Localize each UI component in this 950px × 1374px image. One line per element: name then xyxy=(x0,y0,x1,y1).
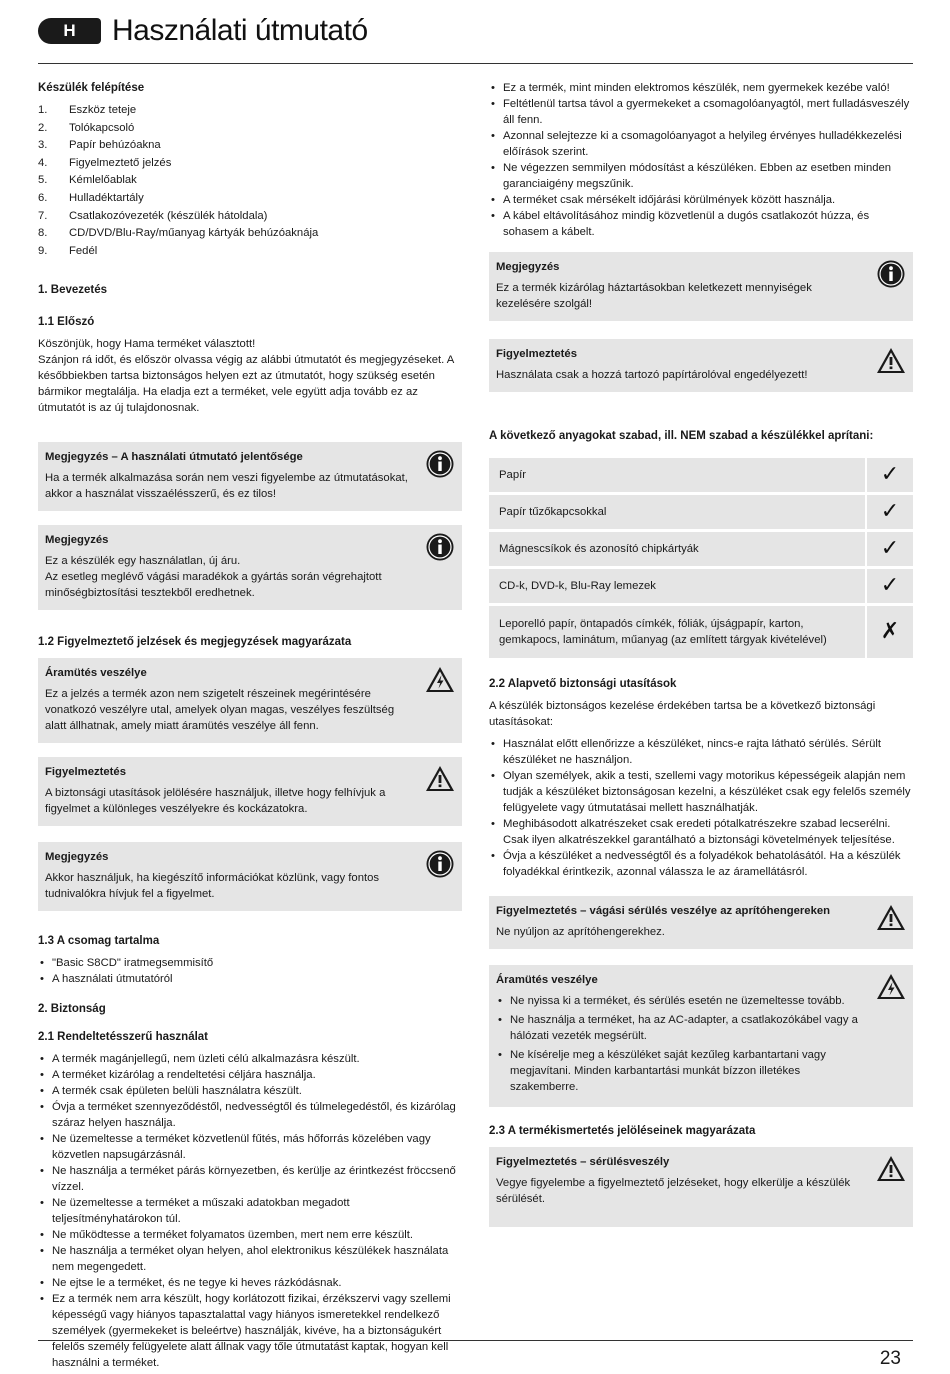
left-column xyxy=(38,80,462,1371)
shock-list xyxy=(496,993,869,1095)
allowed-check-icon: ✓ xyxy=(867,458,913,492)
note-title: Megjegyzés – A használati útmutató jelentősége xyxy=(45,451,303,464)
info-icon xyxy=(425,532,455,562)
material-name: Mágnescsíkok és azonosító chipkártyák xyxy=(489,532,865,566)
info-icon xyxy=(425,849,455,879)
language-badge: H xyxy=(38,18,101,44)
list-item: 3. Papír behúzóakna xyxy=(38,139,161,152)
list-item: • Óvja a terméket szennyeződéstől, nedvességtől és túlmelegedéstől, és kizárólag száraz helyen használja. xyxy=(38,1099,462,1131)
list-item: • Ne használja a terméket olyan helyen, ahol elektronikus készülékek használata nem megengedett. xyxy=(38,1243,462,1275)
note-title: Áramütés veszélye xyxy=(496,974,598,986)
list-item: • Feltétlenül tartsa távol a gyermekeket a csomagolóanyagtól, mert fulladásveszély áll fenn. xyxy=(489,96,913,128)
list-item: 7. Csatlakozóvezeték (készülék hátoldala) xyxy=(38,209,268,222)
list-item: • Ne működtesse a terméket folyamatos üzemben, mert nem erre készült. xyxy=(38,1227,462,1243)
note-title: Figyelmeztetés – vágási sérülés veszélye az aprítóhengereken xyxy=(496,905,831,917)
box-electric-shock-2 xyxy=(489,965,913,1107)
note-text: Használata csak a hozzá tartozó papírtárolóval engedélyezett! xyxy=(496,369,808,381)
box-warning xyxy=(38,757,462,826)
note-title: Áramütés veszélye xyxy=(45,667,147,680)
info-icon xyxy=(425,449,455,479)
list-item: • A használati útmutatóról xyxy=(38,971,462,987)
list-item: 5. Kémlelőablak xyxy=(38,174,137,187)
list-item: 4. Figyelmeztető jelzés xyxy=(38,156,172,169)
list-item: • Olyan személyek, akik a testi, szellemi vagy motorikus képességeik alapján nem tudják a készüléket biztonságosan kezelni, a készüléket csak egy felelős személy felügyelete vagy útmutatásai mellett használhatják. xyxy=(489,768,913,816)
allowed-check-icon: ✓ xyxy=(867,569,913,603)
note-title: Figyelmeztetés xyxy=(496,348,577,360)
note-text: Ne nyúljon az aprítóhengerekhez. xyxy=(496,926,665,938)
list-item: • A kábel eltávolításához mindig közvetlenül a dugós csatlakozót húzza, és sohasem a kábelt. xyxy=(489,208,913,240)
list-item: • Ne üzemeltesse a terméket a műszaki adatokban megadott teljesítményhatárokon túl. xyxy=(38,1195,462,1227)
list-item: • Ez a termék nem arra készült, hogy korlátozott fizikai, érzékszervi vagy szellemi képességű vagy hiányos tapasztalattal vagy hiányos ismeretekkel rendelkező személyek (gyermekeket is beleértve) használják, kivéve, ha a biztonságukért felelős személy felügyelete alatt állnak vagy tőle útmutatást kaptak, hogyan kell használni a terméket. xyxy=(38,1291,462,1371)
materials-title: A következő anyagokat szabad, ill. NEM szabad a készülékkel aprítani: xyxy=(489,430,874,442)
right-column xyxy=(489,80,913,1227)
section-1-title: 1. Bevezetés xyxy=(38,284,108,297)
safety-intro: A készülék biztonságos kezelése érdekében tartsa be a következő biztonsági utasításokat: xyxy=(489,700,876,728)
section-2-title: 2. Biztonság xyxy=(38,1003,106,1016)
box-paper-container-warning xyxy=(489,339,913,392)
page-number: 23 xyxy=(879,1348,901,1369)
note-text: Vegye figyelembe a figyelmeztető jelzéseket, hogy elkerülje a készülék sérülését. xyxy=(496,1177,851,1205)
list-item: • Használat előtt ellenőrizze a készüléket, nincs-e rajta látható sérülés. Sérült készüléket ne használjon. xyxy=(489,736,913,768)
material-name: Papír xyxy=(489,458,865,492)
list-item: • Ne használja a terméket párás környezetben, és kerülje az érintkezést fröccsenő vízzel. xyxy=(38,1163,462,1195)
general-safety-list xyxy=(489,80,913,240)
section-2-3-title: 2.3 A termékismertetés jelöléseinek magyarázata xyxy=(489,1125,756,1137)
electric-shock-warning-icon xyxy=(876,972,906,1002)
list-item: • Ez a termék, mint minden elektromos készülék, nem gyermekek kezébe való! xyxy=(489,80,913,96)
note-title: Figyelmeztetés – sérülésveszély xyxy=(496,1156,670,1168)
warning-icon xyxy=(876,346,906,376)
table-row xyxy=(489,606,913,658)
list-item: • Ne üzemeltesse a terméket közvetlenül fűtés, más hőforrás közelében vagy közvetlen napsugárzásnál. xyxy=(38,1131,462,1163)
info-icon xyxy=(876,259,906,289)
box-note xyxy=(38,842,462,911)
material-name: CD-k, DVD-k, Blu-Ray lemezek xyxy=(489,569,865,603)
parts-list xyxy=(38,102,462,260)
document-title: Használati útmutató xyxy=(112,14,368,47)
section-2-1-title: 2.1 Rendeltetésszerű használat xyxy=(38,1031,209,1044)
allowed-check-icon: ✓ xyxy=(867,495,913,529)
materials-table xyxy=(489,458,913,658)
note-box-new-product xyxy=(38,525,462,610)
warning-icon xyxy=(425,764,455,794)
allowed-check-icon: ✓ xyxy=(867,532,913,566)
material-name: Leporelló papír, öntapadós címkék, fóliák, újságpapír, karton, gemkapocs, laminátum, műanyag (az említett tárgyak kivételével) xyxy=(489,606,865,658)
note-text: Akkor használjuk, ha kiegészítő információkat közlünk, vagy fontos tudnivalókra hívjuk fel a figyelmet. xyxy=(45,872,380,901)
warning-icon xyxy=(876,903,906,933)
material-name: Papír tűzőkapcsokkal xyxy=(489,495,865,529)
list-item: 9. Fedél xyxy=(38,244,98,257)
electric-shock-warning-icon xyxy=(425,665,455,695)
list-item: • A terméket csak mérsékelt időjárási körülmények között használja. xyxy=(489,192,913,208)
note-text: Ez a termék kizárólag háztartásokban keletkezett mennyiségek kezelésére szolgál! xyxy=(496,282,812,310)
list-item: • Ne ejtse le a terméket, és ne tegye ki heves rázkódásnak. xyxy=(38,1275,462,1291)
foreword-text: Köszönjük, hogy Hama terméket választott! Szánjon rá időt, és először olvassa végig az alábbi útmutatót és megjegyzéseket. A későbbiekben tartsa biztonságos helyen ezt az útmutatót, hogy szükség esetén bármikor megtalálja. Ha eladja ezt a terméket, vele együtt adja tovább ez az útmutatót is az új tulajdonosnak. xyxy=(38,338,454,415)
section-1-3-title: 1.3 A csomag tartalma xyxy=(38,935,160,948)
list-item: • A termék csak épületen belüli használatra készült. xyxy=(38,1083,462,1099)
page-header xyxy=(38,12,913,64)
list-item: • Óvja a készüléket a nedvességtől és a folyadékok behatolásától. Ha a készülék folyadékkal érintkezik, azonnal válassza le az áramellátásról. xyxy=(489,848,913,880)
list-item: • Ne használja a terméket, ha az AC-adapter, a csatlakozókábel vagy a hálózati vezeték megsérült. xyxy=(496,1012,869,1044)
safety-instructions-list xyxy=(489,736,913,880)
list-item: • A terméket kizárólag a rendeltetési céljára használja. xyxy=(38,1067,462,1083)
list-item: 2. Tolókapcsoló xyxy=(38,121,135,134)
note-title: Figyelmeztetés xyxy=(45,766,126,779)
section-1-2-title: 1.2 Figyelmeztető jelzések és megjegyzések magyarázata xyxy=(38,636,352,649)
note-box-manual-importance xyxy=(38,442,462,511)
note-text: Ez a készülék egy használatlan, új áru. Az esetleg meglévő vágási maradékok a gyártás során végrehajtott minőségbiztosítási tesztekből eredhetnek. xyxy=(45,555,382,600)
list-item: 6. Hulladéktartály xyxy=(38,191,144,204)
note-title: Megjegyzés xyxy=(45,534,109,547)
note-title: Megjegyzés xyxy=(45,851,109,864)
box-cutting-warning xyxy=(489,896,913,949)
list-item: • Ne nyissa ki a terméket, és sérülés esetén ne üzemeltesse tovább. xyxy=(496,993,869,1009)
table-row xyxy=(489,532,913,566)
list-item: • Ne végezzen semmilyen módosítást a készüléken. Ebben az esetben minden garanciaigény megszűnik. xyxy=(489,160,913,192)
package-contents-list xyxy=(38,955,462,987)
note-text: Ha a termék alkalmazása során nem veszi figyelembe az útmutatásokat, akkor a használat visszaélésszerű, és ez tilos! xyxy=(45,472,408,501)
note-box-household xyxy=(489,252,913,321)
parts-title: Készülék felépítése xyxy=(38,82,145,94)
box-injury-warning xyxy=(489,1147,913,1227)
list-item: • A termék magánjellegű, nem üzleti célú alkalmazásra készült. xyxy=(38,1051,462,1067)
table-row xyxy=(489,569,913,603)
note-text: A biztonsági utasítások jelölésére használjuk, illetve hogy felhívjuk a figyelmet a különleges veszélyekre és kockázatokra. xyxy=(45,787,386,816)
note-text: Ez a jelzés a termék azon nem szigetelt részeinek megérintésére vonatkozó veszélyre utal, amelyek olyan magas, veszélyes feszültség alatt állhatnak, amely miatt áramütés veszélye áll fenn. xyxy=(45,688,395,733)
note-title: Megjegyzés xyxy=(496,261,560,273)
page-footer xyxy=(38,1340,913,1369)
list-item: 1. Eszköz teteje xyxy=(38,104,137,116)
intended-use-list xyxy=(38,1051,462,1371)
list-item: • Ne kísérelje meg a készüléket saját kezűleg karbantartani vagy megjavítani. Minden karbantartási munkát bízzon illetékes szakemberre. xyxy=(496,1047,869,1095)
box-electric-shock xyxy=(38,658,462,743)
list-item: • "Basic S8CD" iratmegsemmisítő xyxy=(38,955,462,971)
warning-icon xyxy=(876,1154,906,1184)
table-row xyxy=(489,458,913,492)
not-allowed-cross-icon: ✗ xyxy=(867,606,913,658)
list-item: • Azonnal selejtezze ki a csomagolóanyagot a helyileg érvényes hulladékkezelési előírások szerint. xyxy=(489,128,913,160)
table-row xyxy=(489,495,913,529)
list-item: 8. CD/DVD/Blu-Ray/műanyag kártyák behúzóaknája xyxy=(38,227,319,240)
section-1-1-title: 1.1 Előszó xyxy=(38,316,95,329)
section-2-2-title: 2.2 Alapvető biztonsági utasítások xyxy=(489,678,677,690)
list-item: • Meghibásodott alkatrészeket csak eredeti pótalkatrészekre szabad lecserélni. Csak ilyen alkatrészekkel garantálható a biztonsági követelmények teljesítése. xyxy=(489,816,913,848)
